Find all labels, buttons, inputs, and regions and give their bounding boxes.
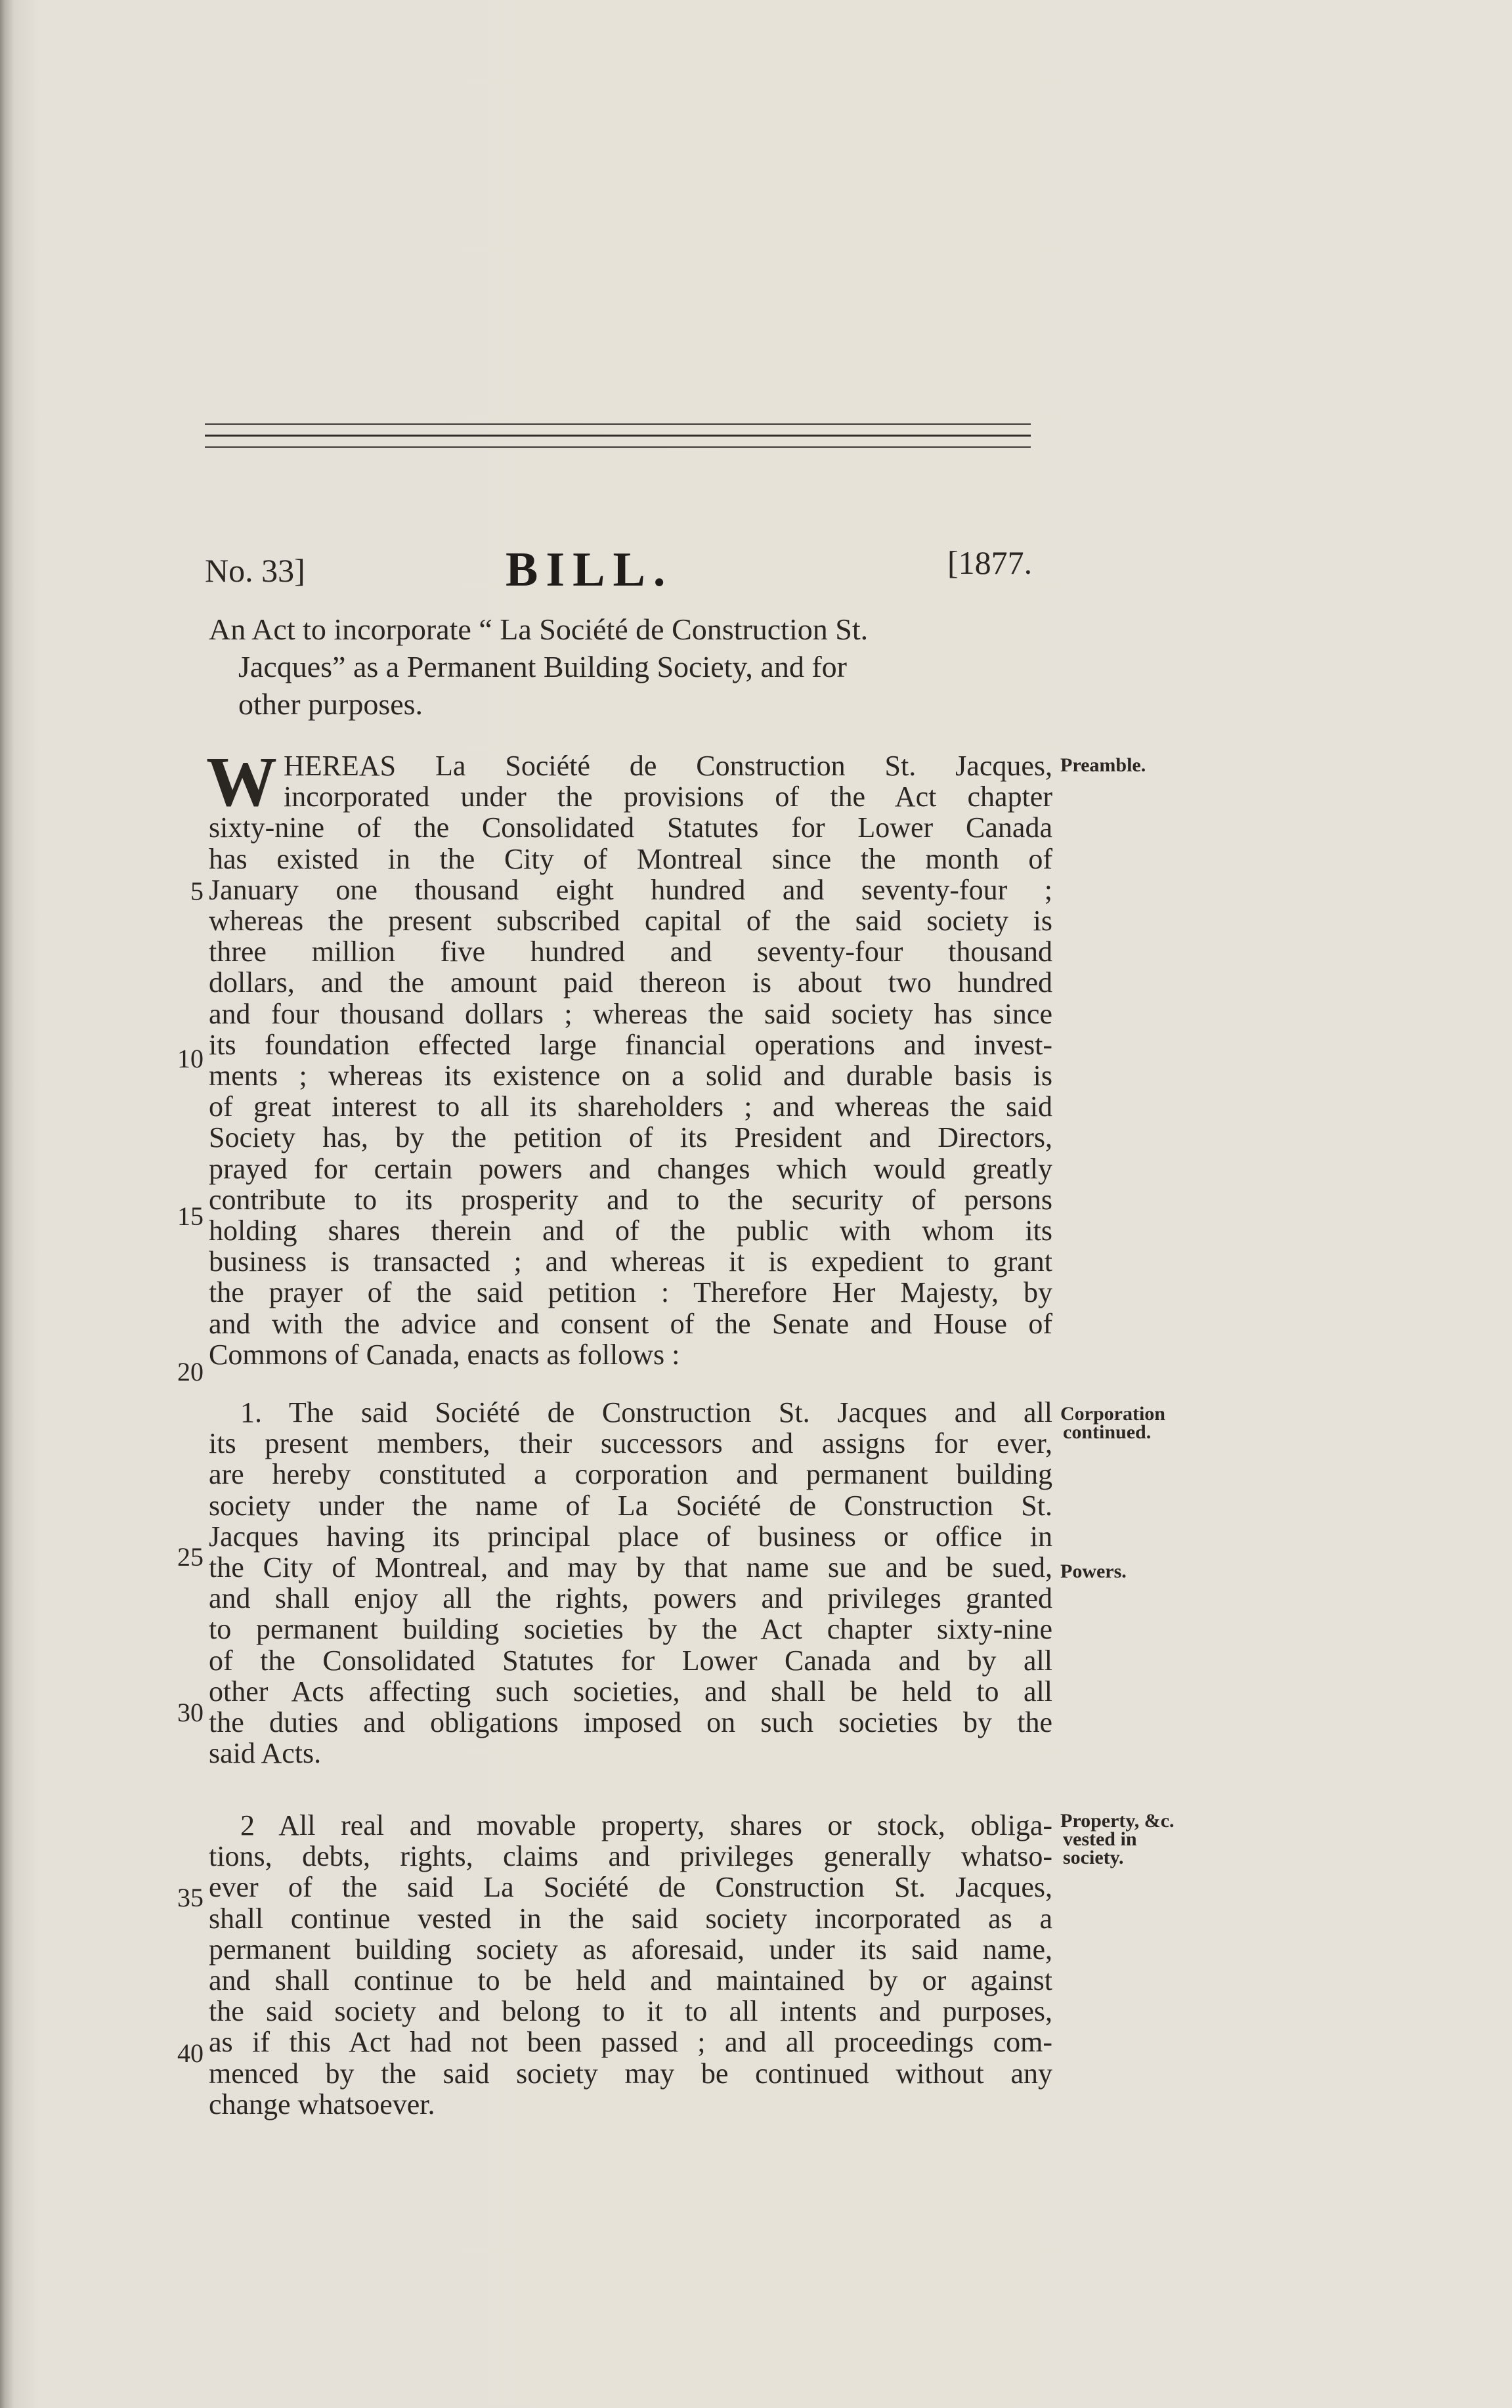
text-line: and shall enjoy all the rights, powers and privileges granted bbox=[209, 1582, 1052, 1615]
header-rule bbox=[205, 446, 1031, 448]
text-line: its foundation effected large financial operations and invest- bbox=[209, 1028, 1052, 1061]
marginal-note-line: vested in bbox=[1063, 1828, 1137, 1850]
text-line: to permanent building societies by the Act chapter sixty-nine bbox=[209, 1613, 1052, 1646]
marginal-note-corporation bbox=[1060, 1405, 1211, 1442]
act-title bbox=[209, 611, 1043, 723]
text-line: of the Consolidated Statutes for Lower Canada and by all bbox=[209, 1644, 1052, 1677]
text-line: the said society and belong to it to all intents and purposes, bbox=[209, 1995, 1052, 2028]
header-rule bbox=[205, 435, 1031, 437]
line-number: 30 bbox=[177, 1698, 204, 1727]
text-line: 1. The said Société de Construction St. Jacques and all bbox=[240, 1396, 1052, 1429]
text-line: incorporated under the provisions of the Act chapter bbox=[284, 781, 1052, 813]
text-line: sixty-nine of the Consolidated Statutes for Lower Canada bbox=[209, 811, 1052, 844]
text-line: prayed for certain powers and changes which would greatly bbox=[209, 1152, 1052, 1185]
text-line: Society has, by the petition of its President and Directors, bbox=[209, 1121, 1052, 1154]
text-line: HEREAS La Société de Construction St. Jacques, bbox=[284, 750, 1052, 782]
text-line: ments ; whereas its existence on a solid and durable basis is bbox=[209, 1060, 1052, 1092]
text-line: has existed in the City of Montreal since the month of bbox=[209, 842, 1052, 875]
text-line: shall continue vested in the said society incorporated as a bbox=[209, 1902, 1052, 1935]
text-line: January one thousand eight hundred and seventy-four ; bbox=[209, 873, 1052, 906]
line-number: 35 bbox=[177, 1883, 204, 1912]
text-line: the City of Montreal, and may by that name sue and be sued, bbox=[209, 1551, 1052, 1584]
act-title-line: other purposes. bbox=[238, 687, 423, 721]
text-line: and with the advice and consent of the Senate and House of bbox=[209, 1307, 1052, 1340]
text-line: and four thousand dollars ; whereas the said society has since bbox=[209, 997, 1052, 1030]
act-title-line: Jacques” as a Permanent Building Society, and for bbox=[238, 650, 847, 683]
marginal-note-line: Corporation bbox=[1060, 1403, 1165, 1425]
text-line: tions, debts, rights, claims and privileges generally whatso- bbox=[209, 1840, 1052, 1873]
text-line: its present members, their successors and assigns for ever, bbox=[209, 1427, 1052, 1460]
text-line: the duties and obligations imposed on such societies by the bbox=[209, 1706, 1052, 1739]
text-line: Commons of Canada, enacts as follows : bbox=[209, 1338, 680, 1371]
marginal-note-powers: Powers. bbox=[1060, 1560, 1127, 1582]
line-number: 15 bbox=[177, 1201, 204, 1231]
text-line: are hereby constituted a corporation and permanent building bbox=[209, 1458, 1052, 1491]
text-line: of great interest to all its shareholders ; and whereas the said bbox=[209, 1090, 1052, 1123]
text-line: as if this Act had not been passed ; and all proceedings com- bbox=[209, 2026, 1052, 2059]
preamble-text bbox=[206, 743, 1052, 1371]
marginal-note-line: society. bbox=[1063, 1847, 1124, 1868]
act-title-line: An Act to incorporate “ La Société de Construction St. bbox=[209, 613, 869, 646]
text-line: holding shares therein and of the public with whom its bbox=[209, 1215, 1052, 1247]
text-line: said Acts. bbox=[209, 1737, 322, 1770]
text-line: Jacques having its principal place of business or office in bbox=[209, 1520, 1052, 1553]
text-line: 2 All real and movable property, shares or stock, obliga- bbox=[240, 1809, 1052, 1841]
section-1-text bbox=[209, 1397, 1052, 1769]
marginal-note-property bbox=[1060, 1812, 1211, 1867]
text-line: contribute to its prosperity and to the security of persons bbox=[209, 1183, 1052, 1216]
drop-cap: W bbox=[206, 743, 277, 821]
text-line: the prayer of the said petition : Therefore Her Majesty, by bbox=[209, 1276, 1052, 1309]
section-2-text bbox=[209, 1810, 1052, 2120]
text-line: whereas the present subscribed capital of the said society is bbox=[209, 905, 1052, 937]
line-number: 10 bbox=[177, 1044, 204, 1073]
bill-year: [1877. bbox=[947, 544, 1033, 581]
line-number: 5 bbox=[190, 876, 204, 906]
text-line: change whatsoever. bbox=[209, 2088, 435, 2120]
marginal-note-line: Property, &c. bbox=[1060, 1810, 1175, 1832]
text-line: permanent building society as aforesaid, under its said name, bbox=[209, 1933, 1052, 1966]
text-line: business is transacted ; and whereas it is expedient to grant bbox=[209, 1245, 1052, 1278]
header-rule bbox=[205, 423, 1031, 425]
marginal-note-line: continued. bbox=[1063, 1421, 1152, 1443]
text-line: dollars, and the amount paid thereon is about two hundred bbox=[209, 966, 1052, 999]
line-number: 20 bbox=[177, 1357, 204, 1387]
text-line: and shall continue to be held and maintained by or against bbox=[209, 1964, 1052, 1997]
bill-number: No. 33] bbox=[205, 552, 305, 589]
line-number: 40 bbox=[177, 2038, 204, 2068]
text-line: three million five hundred and seventy-four thousand bbox=[209, 935, 1052, 968]
text-line: menced by the said society may be continued without any bbox=[209, 2057, 1052, 2090]
text-line: society under the name of La Société de Construction St. bbox=[209, 1489, 1052, 1522]
text-line: ever of the said La Société de Construction St. Jacques, bbox=[209, 1871, 1052, 1904]
marginal-note-preamble: Preamble. bbox=[1060, 754, 1146, 776]
bill-title: BILL. bbox=[506, 543, 674, 597]
line-number: 25 bbox=[177, 1542, 204, 1572]
text-line: other Acts affecting such societies, and shall be held to all bbox=[209, 1675, 1052, 1708]
